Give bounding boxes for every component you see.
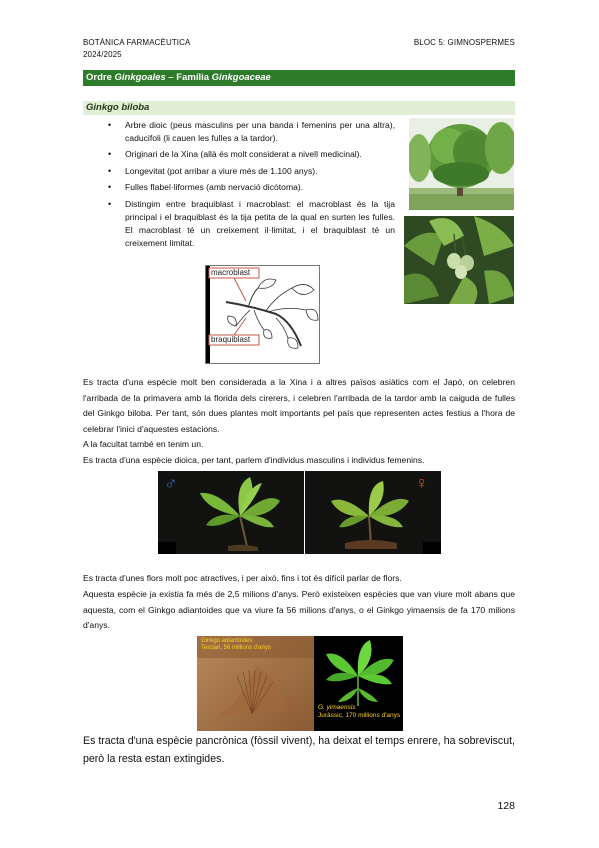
ginkgo-seeds-photo <box>404 216 514 304</box>
species-title-bar: Ginkgo biloba <box>83 101 515 115</box>
paragraph-flowers: Es tracta d'unes flors molt poc atractives, i per això, fins i tot és difícil parlar de flors. <box>83 573 402 583</box>
braquiblast-label: braquiblast <box>211 335 251 344</box>
adiantoides-age: Terciari, 56 millions d'anys <box>201 645 271 651</box>
header-subject: BOTÀNICA FARMACÈUTICA <box>83 38 191 47</box>
family-name: Ginkgoaceae <box>211 72 271 83</box>
male-plant-photo <box>158 471 304 554</box>
paragraph-faculty: A la facultat també en tenim un. <box>83 439 204 449</box>
list-item: • Distingim entre braquiblast i macroblast: el macroblast és la tija principal i el braquiblast és la tija petita de la qual en surten les fulles. El macroblast té un creixement il·limitat, i el braquiblast té un creixement limitat. <box>105 198 395 250</box>
list-item: • Fulles flabel·liformes (amb nervació dicòtoma). <box>105 181 395 194</box>
order-prefix: Ordre <box>86 72 115 83</box>
yimaensis-age: Juràssic, 170 millions d'anys <box>318 712 401 719</box>
ginkgo-tree-photo <box>409 118 514 210</box>
header-year: 2024/2025 <box>83 50 122 59</box>
list-item: • Arbre dioic (peus masculins per una banda i femenins per una altra), caducifoli (li cauen les fulles a la tardor). <box>105 119 395 145</box>
adiantoides-name: Ginkgo adiantoides <box>201 638 253 644</box>
order-name: Ginkgoales <box>114 72 166 83</box>
macroblast-diagram <box>205 265 320 364</box>
female-plant-photo <box>305 471 441 554</box>
macroblast-label: macroblast <box>211 268 251 277</box>
paragraph-panchronic: Es tracta d'una espècie pancrònica (fòssil vivent), ha deixat el temps enrere, ha sobreviscut, però la resta estan extingides. <box>83 735 515 765</box>
female-symbol: ♀ <box>415 473 429 493</box>
header-block: BLOC 5: GIMNOSPERMES <box>413 38 515 47</box>
male-symbol: ♂ <box>164 473 178 493</box>
paragraph-dioecious: Es tracta d'una espècie dioica, per tant, parlem d'individus masculins i individus femenins. <box>83 455 425 465</box>
paragraph-cultural: Es tracta d'una espècie molt ben considerada a la Xina i a altres països asiàtics com el Japó, on celebren l'arribada de la primavera amb la florida dels cirerers, i celebren l'arribada de la tardor amb la caiguda de fulles del Ginkgo biloba. Per tant, són dues plantes molt importants pel país que representen actes festius a l'hora de celebrar l'inici d'aquestes estacions. <box>83 377 515 434</box>
family-prefix: – Família <box>165 72 212 83</box>
section-title-bar <box>83 70 515 86</box>
paragraph-history: Aquesta espècie ja existia fa més de 2,5 milions d'anys. Però existeixen espècies que van viure molt abans que aquesta, com el Ginkgo adiantoides que va viure fa 56 milions d'anys, o el Ginkgo yimaensis de fa 170 milions d'anys. <box>83 589 515 631</box>
list-item: • Originari de la Xina (allà és molt considerat a nivell medicinal). <box>105 148 395 161</box>
fossil-adiantoides-photo <box>197 636 314 731</box>
feature-list <box>105 119 395 253</box>
yimaensis-name: G. yimaensis <box>318 704 356 711</box>
list-item: • Longevitat (pot arribar a viure més de 1.100 anys). <box>105 165 395 178</box>
fossil-yimaensis-photo <box>314 636 403 731</box>
page-number: 128 <box>497 800 515 812</box>
